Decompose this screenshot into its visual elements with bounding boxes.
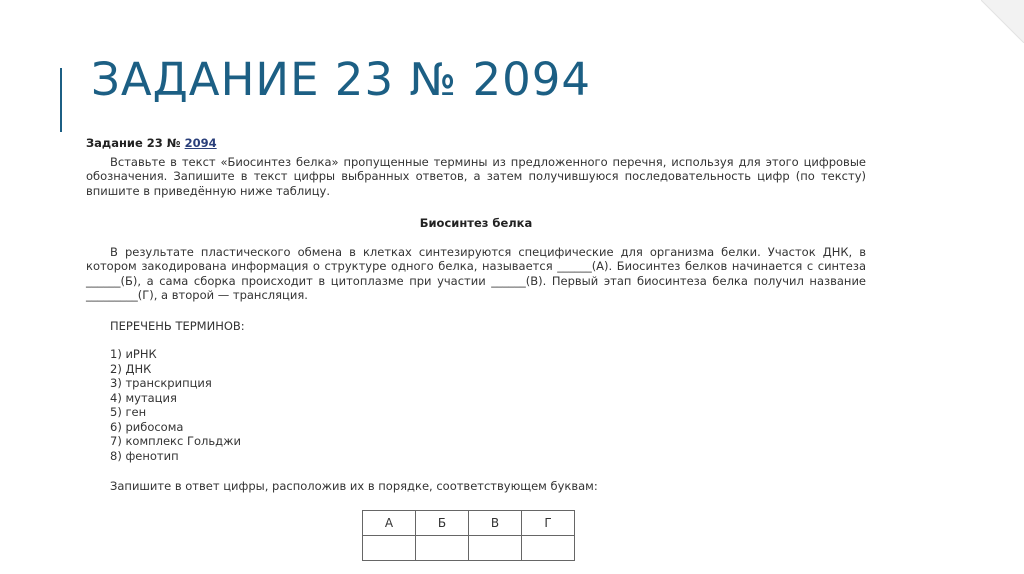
answer-cell-v[interactable]	[469, 536, 522, 561]
answer-cell-b[interactable]	[416, 536, 469, 561]
answer-table	[362, 510, 575, 561]
task-heading	[86, 136, 866, 151]
term-item: 1) иРНК	[110, 347, 157, 361]
term-item: 4) мутация	[110, 390, 177, 405]
text-title: Биосинтез белка	[419, 216, 533, 230]
term-item: 3) транскрипция	[110, 376, 212, 390]
task-document	[86, 136, 866, 494]
task-number-link[interactable]: 2094	[184, 136, 217, 150]
term-item: 6) рибосома	[110, 419, 184, 434]
answer-header-b: Б	[416, 511, 469, 536]
corner-decoration	[981, 0, 1024, 43]
term-item: 2) ДНК	[110, 361, 152, 376]
answer-prompt: Запишите в ответ цифры, расположив их в порядке, соответствующем буквам:	[110, 479, 598, 493]
terms-heading: ПЕРЕЧЕНЬ ТЕРМИНОВ:	[110, 318, 245, 333]
terms-list	[110, 347, 866, 463]
answer-cell-a[interactable]	[363, 536, 416, 561]
answer-cell-g[interactable]	[522, 536, 575, 561]
term-item: 8) фенотип	[110, 448, 179, 463]
answer-value-row	[363, 536, 575, 561]
text-body: В результате пластического обмена в клетках синтезируются специфические для организма белки. Участок ДНК, в котором закодирована информация о структуре одного белка, называется ______(А). Биосинтез белков начинается с синтеза ______(Б), а сама сборка происходит в цитоплазме при участии ______(В). Первый этап биосинтеза белка получил название _________(Г), а второй — трансляция.	[86, 244, 866, 302]
term-item: 5) ген	[110, 405, 147, 419]
answer-header-a: А	[363, 511, 416, 536]
answer-header-v: В	[469, 511, 522, 536]
title-accent-line	[60, 68, 62, 132]
answer-header-row	[363, 511, 575, 536]
task-heading-prefix: Задание 23 №	[86, 136, 185, 150]
task-instruction: Вставьте в текст «Биосинтез белка» пропущенные термины из предложенного перечня, используя для этого цифровые обозначения. Запишите в текст цифры выбранных ответов, а затем получившуюся последовательность цифр (по тексту) впишите в приведённую ниже таблицу.	[86, 154, 866, 198]
slide-title: ЗАДАНИЕ 23 № 2094	[91, 53, 592, 106]
term-item: 7) комплекс Гольджи	[110, 434, 241, 448]
answer-header-g: Г	[522, 511, 575, 536]
